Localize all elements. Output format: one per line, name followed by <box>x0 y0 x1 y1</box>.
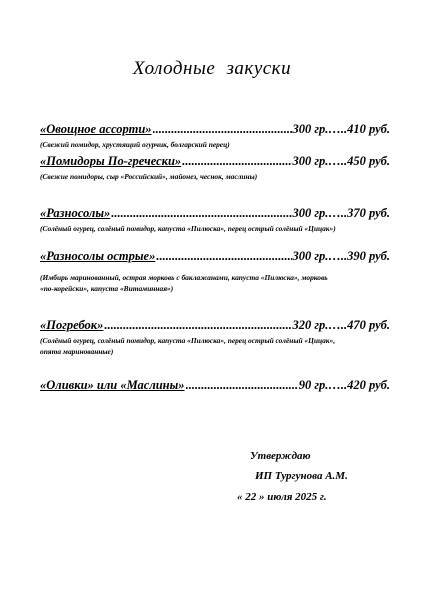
dot-leader <box>156 249 291 264</box>
dot-leader <box>182 154 291 169</box>
menu-item-name: «Овощное ассорти» <box>40 122 152 136</box>
menu-item-line <box>40 249 390 264</box>
menu-item-description: (Солёный огурец, солёный помидор, капуста «Пилюска», перец острый солёный «Цицак») <box>40 224 336 233</box>
menu-item-price: 90 гр.…..420 руб. <box>298 378 390 392</box>
menu-item-name: «Разносолы» <box>40 206 111 220</box>
menu-item-name: «Помидоры По-гречески» <box>40 154 182 168</box>
menu-item-price: 300 гр.…..410 руб. <box>292 122 390 136</box>
approval-signer: ИП Тургунова А.М. <box>255 470 348 482</box>
approval-date: « 22 » июля 2025 г. <box>237 491 327 503</box>
approval-label: Утверждаю <box>250 450 311 462</box>
menu-item-line <box>40 318 390 333</box>
menu-item-olives <box>40 378 390 393</box>
menu-item-description: (Свежие помидоры, сыр «Российский», майонез, чеснок, маслины) <box>40 172 258 181</box>
menu-item-name: «Разносолы острые» <box>40 249 156 263</box>
menu-item-description: (Солёный огурец, солёный помидор, капуста «Пилюска», перец острый солёный «Цицак», опята маринованные) <box>40 336 336 356</box>
menu-item-price: 300 гр.…..390 руб. <box>292 249 390 263</box>
page-title: Холодные закуски <box>132 58 292 79</box>
dot-leader <box>153 122 292 137</box>
menu-item-price: 320 гр.…..470 руб. <box>292 318 390 332</box>
menu-item-vegetable-assorti <box>40 122 390 150</box>
menu-item-line <box>40 206 390 221</box>
menu-item-price: 300 гр.…..450 руб. <box>292 154 390 168</box>
menu-item-line <box>40 154 390 169</box>
dot-leader <box>186 378 298 393</box>
menu-item-price: 300 гр.…..370 руб. <box>292 206 390 220</box>
menu-item-description: (Свежий помидор, хрустящий огурчик, болгарский перец) <box>40 140 230 149</box>
menu-item-pickles <box>40 206 390 234</box>
menu-item-name: «Погребок» <box>40 318 104 332</box>
menu-item-spicy-pickles <box>40 249 390 294</box>
menu-item-cellar <box>40 318 390 357</box>
dot-leader <box>111 206 291 221</box>
menu-item-greek-tomatoes <box>40 154 390 182</box>
menu-item-name: «Оливки» или «Маслины» <box>40 378 185 392</box>
menu-item-description: (Имбирь маринованный, острая морковь с баклажанами, капуста «Пилюска», морковь «по-корейски», капуста «Витаминная») <box>40 273 328 293</box>
dot-leader <box>104 318 291 333</box>
menu-item-line <box>40 122 390 137</box>
menu-item-line <box>40 378 390 393</box>
